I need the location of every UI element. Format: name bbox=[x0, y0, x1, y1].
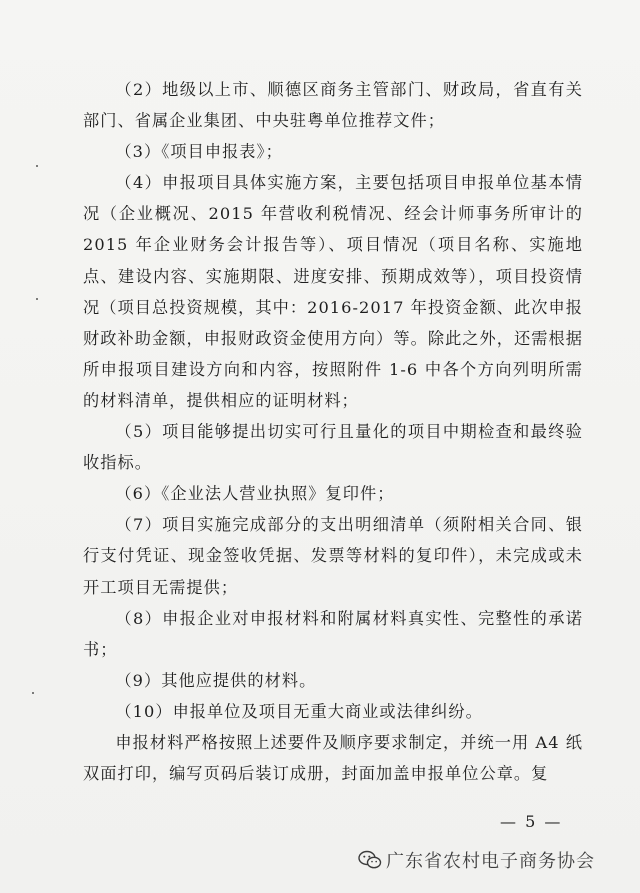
watermark-text: 广东省农村电子商务协会 bbox=[386, 851, 595, 872]
document-body bbox=[83, 74, 583, 789]
scan-speck bbox=[36, 165, 38, 167]
paragraph-submission-rules: 申报材料严格按照上述要件及顺序要求制定，并统一用 A4 纸双面打印，编写页码后装订成册，封面加盖申报单位公章。复 bbox=[83, 732, 583, 784]
watermark bbox=[358, 847, 595, 873]
paragraph-item-7: （7）项目实施完成部分的支出明细清单（须附相关合同、银行支付凭证、现金签收凭据、发票等材料的复印件），未完成或未开工项目无需提供； bbox=[83, 515, 583, 597]
paragraph-item-6: （6）《企业法人营业执照》复印件； bbox=[115, 484, 395, 504]
paragraph-item-2: （2）地级以上市、顺德区商务主管部门、财政局，省直有关部门、省属企业集团、中央驻粤单位推荐文件； bbox=[83, 80, 583, 131]
wechat-icon bbox=[358, 850, 382, 870]
paragraph-item-3: （3）《项目申报表》； bbox=[115, 142, 283, 162]
page-number: — 5 — bbox=[500, 812, 563, 831]
scan-speck bbox=[36, 298, 38, 300]
paragraph-item-8: （8）申报企业对申报材料和附属材料真实性、完整性的承诺书； bbox=[83, 608, 583, 659]
scan-speck bbox=[32, 692, 34, 694]
paragraph-item-5: （5）项目能够提出切实可行且量化的项目中期检查和最终验收指标。 bbox=[83, 422, 583, 473]
paragraph-item-10: （10）申报单位及项目无重大商业或法律纠纷。 bbox=[115, 701, 483, 721]
paragraph-item-9: （9）其他应提供的材料。 bbox=[115, 670, 317, 690]
paragraph-item-4: （4）申报项目具体实施方案，主要包括项目申报单位基本情况（企业概况、2015 年营收利税情况、经会计师事务所审计的 2015 年企业财务会计报告等）、项目情况（项目名称、实施地点、建设内容、实施期限、进度安排、预期成效等），项目投资情况（项目总投资规模，其中：2016-2017 年投资金额、此次申报财政补助金额，申报财政资金使用方向）等。除此之外，还需根据所申报项目建设方向和内容，按照附件 1-6 中各个方向列明所需的材料清单，提供相应的证明材料； bbox=[83, 173, 583, 410]
